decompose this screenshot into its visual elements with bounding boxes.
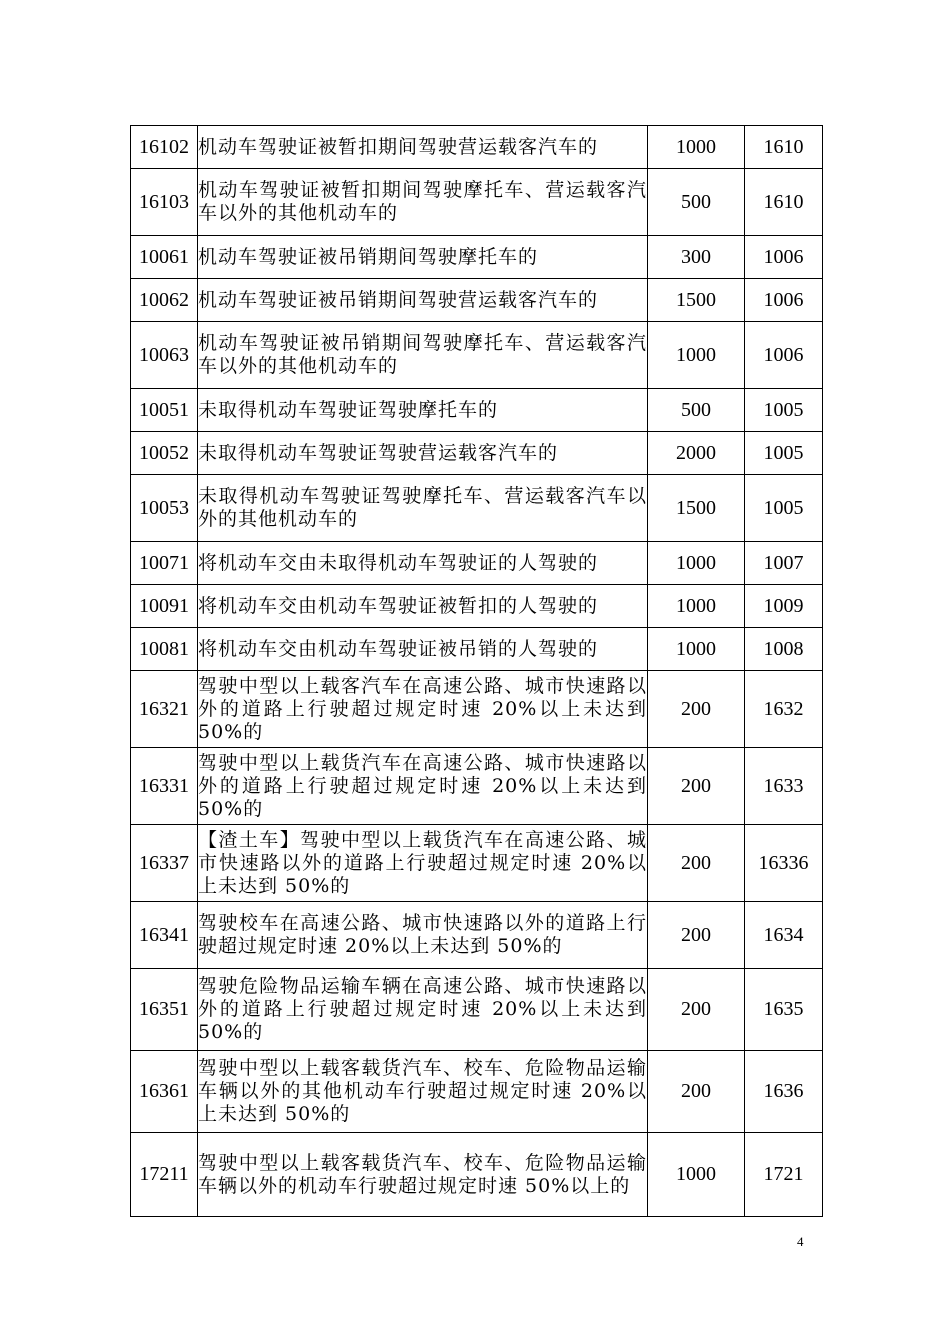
code-cell: 10051	[131, 389, 198, 432]
fine-amount-cell: 300	[648, 236, 745, 279]
reference-code-cell: 1006	[745, 322, 823, 389]
table-row	[131, 1051, 823, 1133]
table-row	[131, 825, 823, 902]
fine-amount-cell: 200	[648, 748, 745, 825]
table-row	[131, 628, 823, 671]
code-cell: 10081	[131, 628, 198, 671]
description-cell: 驾驶中型以上载客汽车在高速公路、城市快速路以外的道路上行驶超过规定时速 20%以上未达到 50%的	[198, 671, 648, 748]
table-row	[131, 236, 823, 279]
fine-amount-cell: 200	[648, 902, 745, 969]
fine-amount-cell: 200	[648, 671, 745, 748]
table-row	[131, 902, 823, 969]
reference-code-cell: 1005	[745, 475, 823, 542]
fine-amount-cell: 200	[648, 825, 745, 902]
code-cell: 16361	[131, 1051, 198, 1133]
code-cell: 10053	[131, 475, 198, 542]
fine-amount-cell: 1000	[648, 322, 745, 389]
reference-code-cell: 1006	[745, 236, 823, 279]
reference-code-cell: 1005	[745, 432, 823, 475]
reference-code-cell: 1005	[745, 389, 823, 432]
description-cell: 将机动车交由未取得机动车驾驶证的人驾驶的	[198, 542, 648, 585]
fine-amount-cell: 500	[648, 389, 745, 432]
code-cell: 10071	[131, 542, 198, 585]
reference-code-cell: 1007	[745, 542, 823, 585]
reference-code-cell: 1636	[745, 1051, 823, 1133]
fine-amount-cell: 500	[648, 169, 745, 236]
table-row	[131, 432, 823, 475]
table-row	[131, 1133, 823, 1217]
reference-code-cell: 1610	[745, 126, 823, 169]
reference-code-cell: 1634	[745, 902, 823, 969]
description-cell: 未取得机动车驾驶证驾驶营运载客汽车的	[198, 432, 648, 475]
code-cell: 10052	[131, 432, 198, 475]
code-cell: 16351	[131, 969, 198, 1051]
code-cell: 10062	[131, 279, 198, 322]
table-row	[131, 126, 823, 169]
fine-amount-cell: 1500	[648, 279, 745, 322]
code-cell: 16337	[131, 825, 198, 902]
code-cell: 10063	[131, 322, 198, 389]
code-cell: 16103	[131, 169, 198, 236]
violation-table-body	[131, 126, 823, 1217]
fine-amount-cell: 1000	[648, 126, 745, 169]
description-cell: 机动车驾驶证被吊销期间驾驶营运载客汽车的	[198, 279, 648, 322]
description-cell: 驾驶中型以上载客载货汽车、校车、危险物品运输车辆以外的其他机动车行驶超过规定时速 20%以上未达到 50%的	[198, 1051, 648, 1133]
table-row	[131, 169, 823, 236]
reference-code-cell: 1632	[745, 671, 823, 748]
description-cell: 驾驶中型以上载货汽车在高速公路、城市快速路以外的道路上行驶超过规定时速 20%以上未达到 50%的	[198, 748, 648, 825]
reference-code-cell: 1009	[745, 585, 823, 628]
description-cell: 机动车驾驶证被吊销期间驾驶摩托车的	[198, 236, 648, 279]
violation-table	[130, 125, 823, 1217]
code-cell: 10061	[131, 236, 198, 279]
reference-code-cell: 1610	[745, 169, 823, 236]
table-row	[131, 969, 823, 1051]
code-cell: 16331	[131, 748, 198, 825]
description-cell: 将机动车交由机动车驾驶证被暂扣的人驾驶的	[198, 585, 648, 628]
table-row	[131, 475, 823, 542]
description-cell: 驾驶危险物品运输车辆在高速公路、城市快速路以外的道路上行驶超过规定时速 20%以上未达到 50%的	[198, 969, 648, 1051]
reference-code-cell: 1006	[745, 279, 823, 322]
table-row	[131, 389, 823, 432]
description-cell: 机动车驾驶证被暂扣期间驾驶摩托车、营运载客汽车以外的其他机动车的	[198, 169, 648, 236]
reference-code-cell: 1008	[745, 628, 823, 671]
code-cell: 16102	[131, 126, 198, 169]
fine-amount-cell: 1000	[648, 1133, 745, 1217]
fine-amount-cell: 1500	[648, 475, 745, 542]
table-row	[131, 671, 823, 748]
code-cell: 16321	[131, 671, 198, 748]
table-row	[131, 748, 823, 825]
fine-amount-cell: 1000	[648, 542, 745, 585]
reference-code-cell: 1635	[745, 969, 823, 1051]
table-row	[131, 585, 823, 628]
page-number: 4	[797, 1234, 804, 1249]
description-cell: 机动车驾驶证被暂扣期间驾驶营运载客汽车的	[198, 126, 648, 169]
code-cell: 17211	[131, 1133, 198, 1217]
code-cell: 16341	[131, 902, 198, 969]
fine-amount-cell: 200	[648, 1051, 745, 1133]
description-cell: 【渣土车】驾驶中型以上载货汽车在高速公路、城市快速路以外的道路上行驶超过规定时速 20%以上未达到 50%的	[198, 825, 648, 902]
code-cell: 10091	[131, 585, 198, 628]
reference-code-cell: 16336	[745, 825, 823, 902]
table-row	[131, 542, 823, 585]
description-cell: 未取得机动车驾驶证驾驶摩托车、营运载客汽车以外的其他机动车的	[198, 475, 648, 542]
fine-amount-cell: 200	[648, 969, 745, 1051]
reference-code-cell: 1633	[745, 748, 823, 825]
fine-amount-cell: 1000	[648, 585, 745, 628]
table-row	[131, 279, 823, 322]
description-cell: 未取得机动车驾驶证驾驶摩托车的	[198, 389, 648, 432]
description-cell: 驾驶中型以上载客载货汽车、校车、危险物品运输车辆以外的机动车行驶超过规定时速 50%以上的	[198, 1133, 648, 1217]
fine-amount-cell: 2000	[648, 432, 745, 475]
reference-code-cell: 1721	[745, 1133, 823, 1217]
table-row	[131, 322, 823, 389]
fine-amount-cell: 1000	[648, 628, 745, 671]
description-cell: 驾驶校车在高速公路、城市快速路以外的道路上行驶超过规定时速 20%以上未达到 50%的	[198, 902, 648, 969]
description-cell: 将机动车交由机动车驾驶证被吊销的人驾驶的	[198, 628, 648, 671]
description-cell: 机动车驾驶证被吊销期间驾驶摩托车、营运载客汽车以外的其他机动车的	[198, 322, 648, 389]
